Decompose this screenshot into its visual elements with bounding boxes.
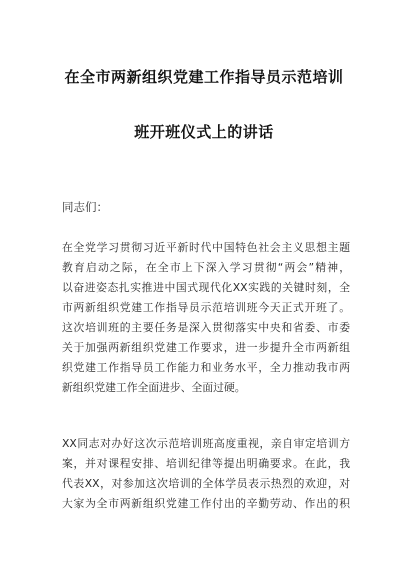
paragraph-line: 大家为全市两新组织党建工作付出的辛勤劳动、作出的积 [62,497,350,510]
salutation: 同志们： [62,200,108,214]
paragraph-1 [62,238,350,398]
paragraph-line: 这次培训班的主要任务是深入贯彻落实中央和省委、市委 [62,321,350,334]
paragraph-line: 织党建工作指导员工作能力和业务水平，全力推动我市两 [62,361,350,374]
document-title-line-1: 在全市两新组织党建工作指导员示范培训 [64,68,344,86]
document-title-line-2: 班开班仪式上的讲话 [134,123,274,141]
paragraph-line: 教育启动之际，在全市上下深入学习贯彻“两会”精神， [62,261,350,274]
paragraph-2 [62,434,350,514]
paragraph-line: 在全党学习贯彻习近平新时代中国特色社会主义思想主题 [62,241,350,254]
paragraph-line: 新组织党建工作全面进步、全面过硬。 [62,381,246,394]
paragraph-line: 以奋进姿态扎实推进中国式现代化XX实践的关键时刻，全 [62,281,350,294]
paragraph-line: XX同志对办好这次示范培训班高度重视，亲自审定培训方 [62,437,350,450]
paragraph-line: 代表XX，对参加这次培训的全体学员表示热烈的欢迎，对 [62,477,350,490]
paragraph-line: 市两新组织党建工作指导员示范培训班今天正式开班了。 [62,301,350,314]
paragraph-line: 关于加强两新组织党建工作要求，进一步提升全市两新组 [62,341,350,354]
paragraph-line: 案，并对课程安排、培训纪律等提出明确要求。在此，我 [62,457,350,470]
